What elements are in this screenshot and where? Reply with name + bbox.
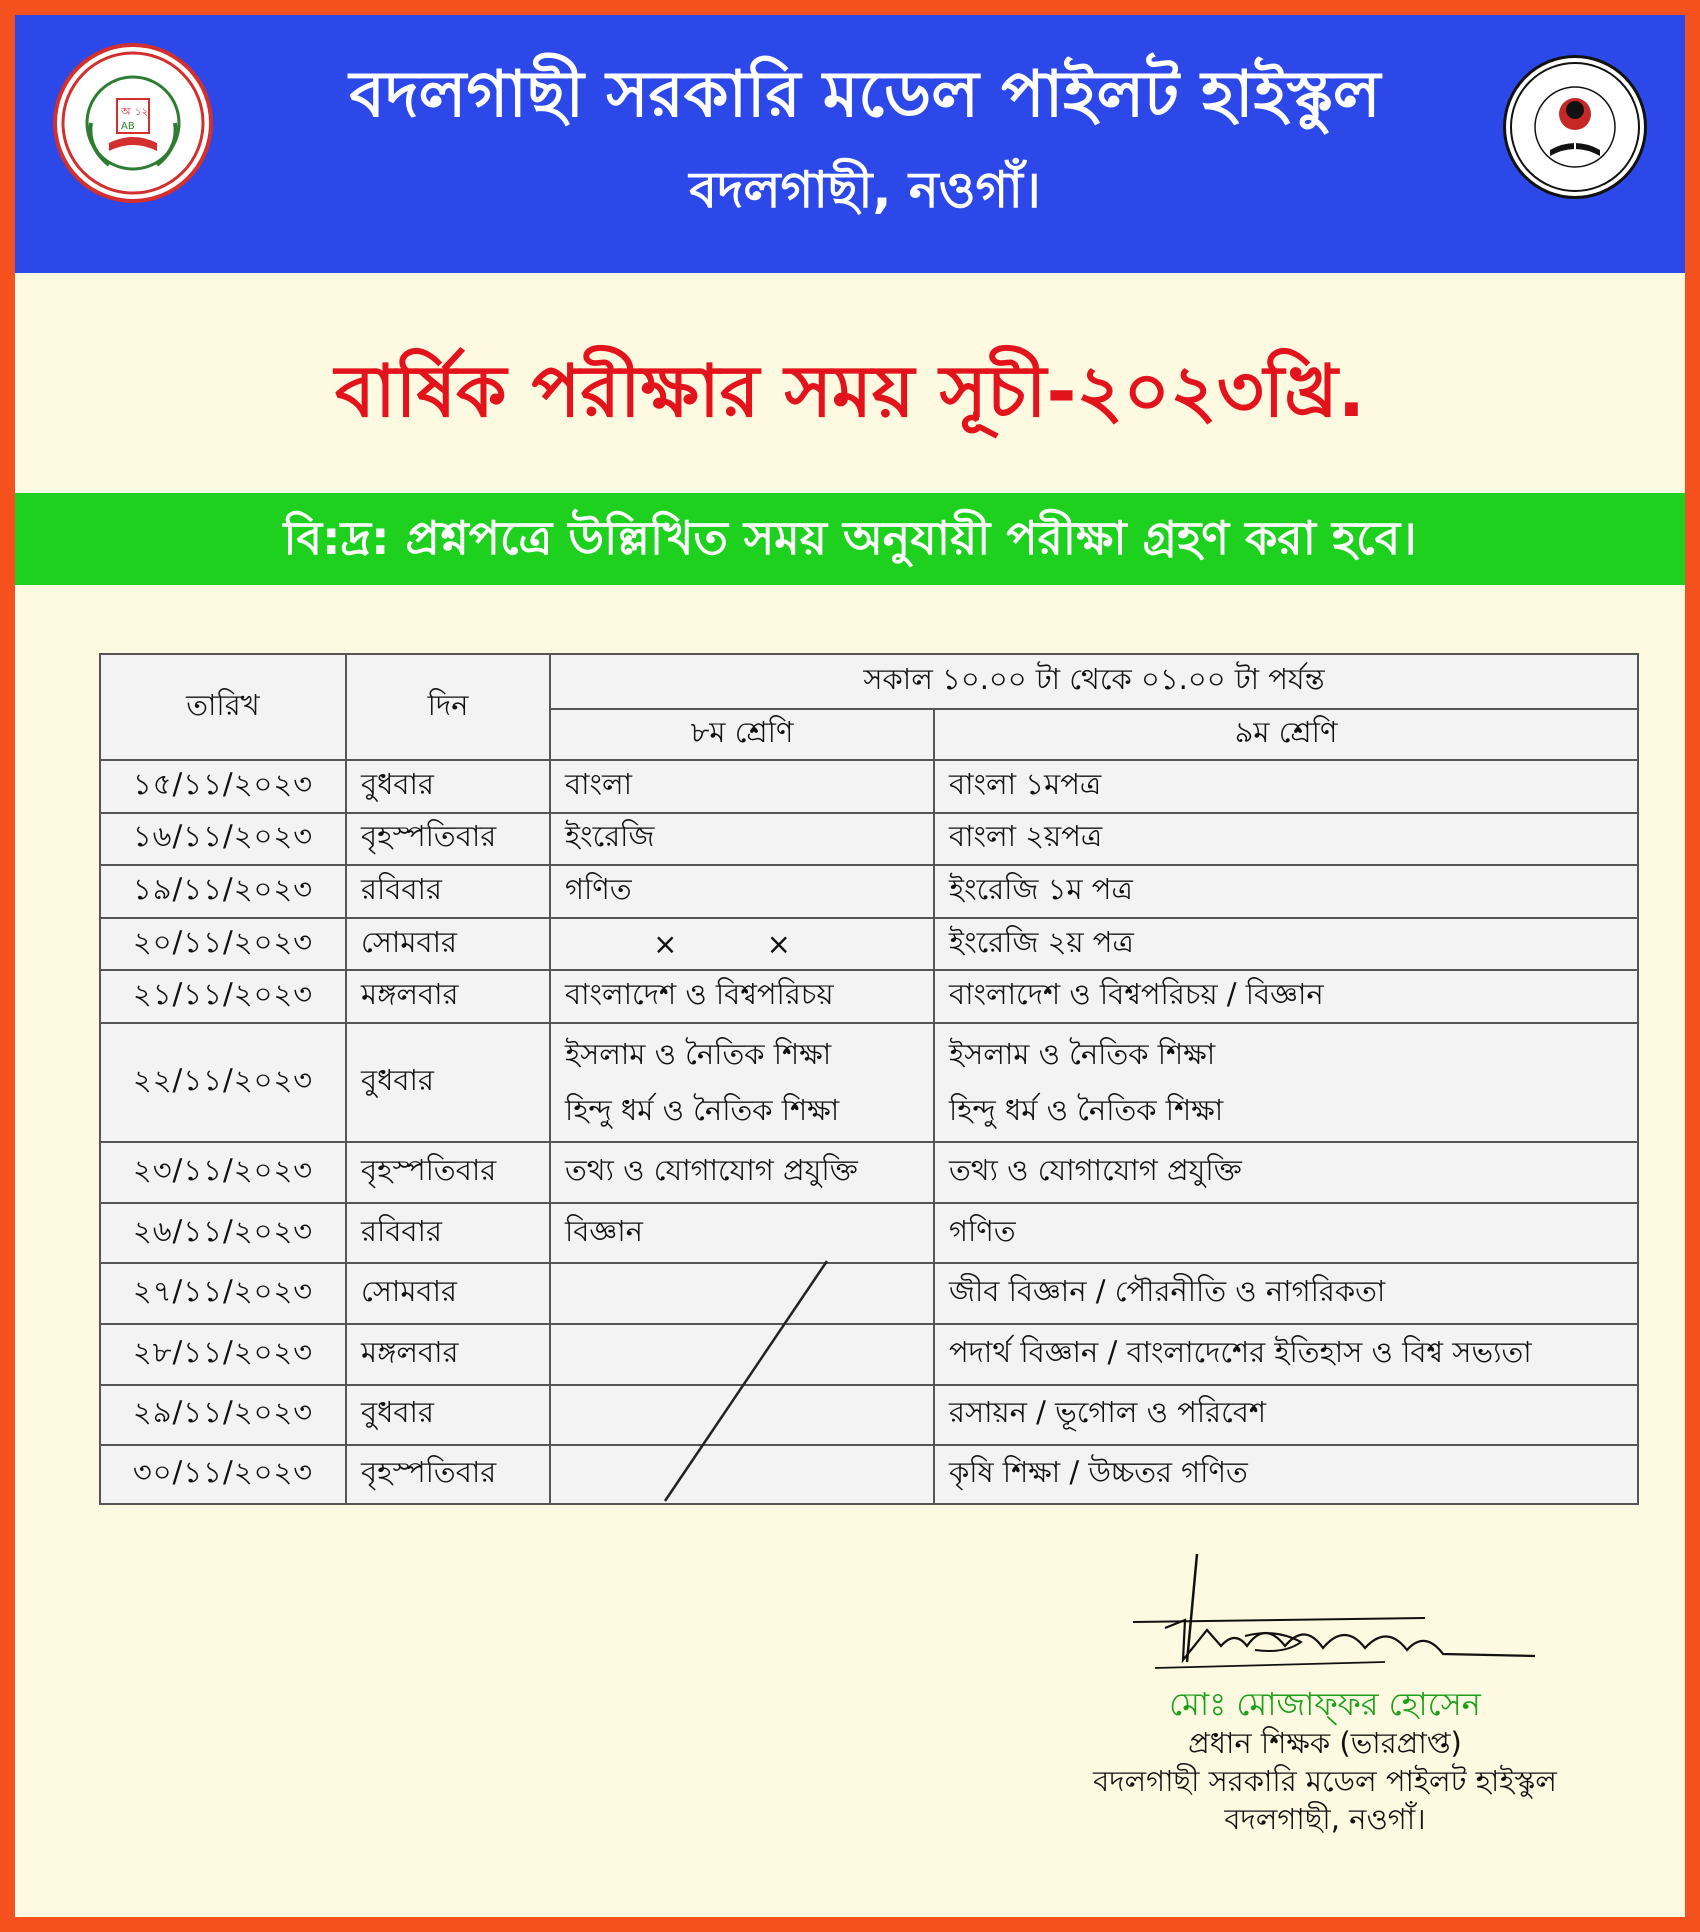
class9-subject: রসায়ন / ভূগোল ও পরিবেশ: [934, 1385, 1638, 1446]
class8-subject: তথ্য ও যোগাযোগ প্রযুক্তি: [550, 1142, 934, 1203]
exam-day: বৃহস্পতিবার: [346, 1445, 550, 1504]
class9-subject: জীব বিজ্ঞান / পৌরনীতি ও নাগরিকতা: [934, 1263, 1638, 1324]
svg-text:১২: ১২: [135, 107, 148, 118]
shiksha-emblem-icon: [1503, 55, 1647, 199]
signatory-school: বদলগাছী সরকারি মডেল পাইলট হাইস্কুল: [1093, 1764, 1557, 1798]
exam-date: ১৫/১১/২০২৩: [100, 760, 346, 813]
svg-text:AB: AB: [121, 121, 135, 132]
class9-subject: ইংরেজি ২য় পত্র: [934, 918, 1638, 971]
exam-date: ১৬/১১/২০২৩: [100, 813, 346, 866]
class9-subject: তথ্য ও যোগাযোগ প্রযুক্তি: [934, 1142, 1638, 1203]
class8-subject: গণিত: [550, 865, 934, 918]
class9-subject-line: হিন্দু ধর্ম ও নৈতিক শিক্ষা: [949, 1093, 1224, 1128]
notice-title: বার্ষিক পরীক্ষার সময় সূচী-২০২৩খ্রি.: [334, 349, 1366, 433]
class8-subject-line: ইসলাম ও নৈতিক শিক্ষা: [565, 1037, 832, 1072]
class9-subject: বাংলাদেশ ও বিশ্বপরিচয় / বিজ্ঞান: [934, 970, 1638, 1023]
exam-day: সোমবার: [346, 918, 550, 971]
schedule-table-container: [99, 653, 1637, 1505]
class8-subject: ইংরেজি: [550, 813, 934, 866]
class8-subject: বাংলাদেশ ও বিশ্বপরিচয়: [550, 970, 934, 1023]
exam-date: ২৬/১১/২০২৩: [100, 1203, 346, 1264]
col-day-header: দিন: [346, 654, 550, 760]
exam-day: মঙ্গলবার: [346, 970, 550, 1023]
exam-day: বুধবার: [346, 760, 550, 813]
exam-date: ২৭/১১/২০২৩: [100, 1263, 346, 1324]
exam-date: ২৮/১১/২০২৩: [100, 1324, 346, 1385]
class9-subject: ইংরেজি ১ম পত্র: [934, 865, 1638, 918]
note-text: বি:দ্র: প্রশ্নপত্রে উল্লিখিত সময় অনুযায়ী পরীক্ষা গ্রহণ করা হবে।: [283, 511, 1417, 565]
exam-date: ২৩/১১/২০২৩: [100, 1142, 346, 1203]
class9-subject: গণিত: [934, 1203, 1638, 1264]
class8-subject-line: হিন্দু ধর্ম ও নৈতিক শিক্ষা: [565, 1093, 840, 1128]
class8-subject: বিজ্ঞান: [550, 1203, 934, 1264]
header-banner: [15, 15, 1685, 273]
school-name: বদলগাছী সরকারি মডেল পাইলট হাইস্কুল: [349, 58, 1381, 132]
exam-date: ২১/১১/২০২৩: [100, 970, 346, 1023]
exam-day: রবিবার: [346, 865, 550, 918]
exam-day: মঙ্গলবার: [346, 1324, 550, 1385]
class8-header: ৮ম শ্রেণি: [550, 709, 934, 761]
class9-subject-line: ইসলাম ও নৈতিক শিক্ষা: [949, 1037, 1216, 1072]
school-location: বদলগাছী, নওগাঁ।: [689, 161, 1041, 219]
class8-subject: বাংলা: [550, 760, 934, 813]
class8-no-exam-marks: × ×: [550, 918, 934, 971]
col-date-header: তারিখ: [100, 654, 346, 760]
exam-day: বৃহস্পতিবার: [346, 813, 550, 866]
exam-date: ৩০/১১/২০২৩: [100, 1445, 346, 1504]
class9-subject: কৃষি শিক্ষা / উচ্চতর গণিত: [934, 1445, 1638, 1504]
class9-subject: পদার্থ বিজ্ঞান / বাংলাদেশের ইতিহাস ও বিশ্ব সভ্যতা: [934, 1324, 1638, 1385]
exam-day: বৃহস্পতিবার: [346, 1142, 550, 1203]
exam-day: রবিবার: [346, 1203, 550, 1264]
exam-date: ১৯/১১/২০২৩: [100, 865, 346, 918]
svg-text:অ: অ: [121, 105, 131, 118]
exam-date: ২৯/১১/২০২৩: [100, 1385, 346, 1446]
signatory-place: বদলগাছী, নওগাঁ।: [1224, 1802, 1426, 1836]
exam-day: বুধবার: [346, 1385, 550, 1446]
exam-date: ২০/১১/২০২৩: [100, 918, 346, 971]
exam-date: ২২/১১/২০২৩: [100, 1023, 346, 1142]
signatory-name: মোঃ মোজাফ্ফর হোসেন: [1169, 1685, 1481, 1723]
school-seal-icon: [53, 43, 213, 203]
class9-header: ৯ম শ্রেণি: [934, 709, 1638, 761]
exam-day: সোমবার: [346, 1263, 550, 1324]
exam-day: বুধবার: [346, 1023, 550, 1142]
note-banner: [15, 493, 1685, 585]
no-exam-slash-line: [99, 653, 1637, 1505]
signatory-designation: প্রধান শিক্ষক (ভারপ্রাপ্ত): [1188, 1726, 1462, 1760]
headmaster-signature: [1125, 1550, 1545, 1680]
time-range-header: সকাল ১০.০০ টা থেকে ০১.০০ টা পর্যন্ত: [550, 654, 1638, 709]
class9-subject: বাংলা ১মপত্র: [934, 760, 1638, 813]
class9-subject: বাংলা ২য়পত্র: [934, 813, 1638, 866]
